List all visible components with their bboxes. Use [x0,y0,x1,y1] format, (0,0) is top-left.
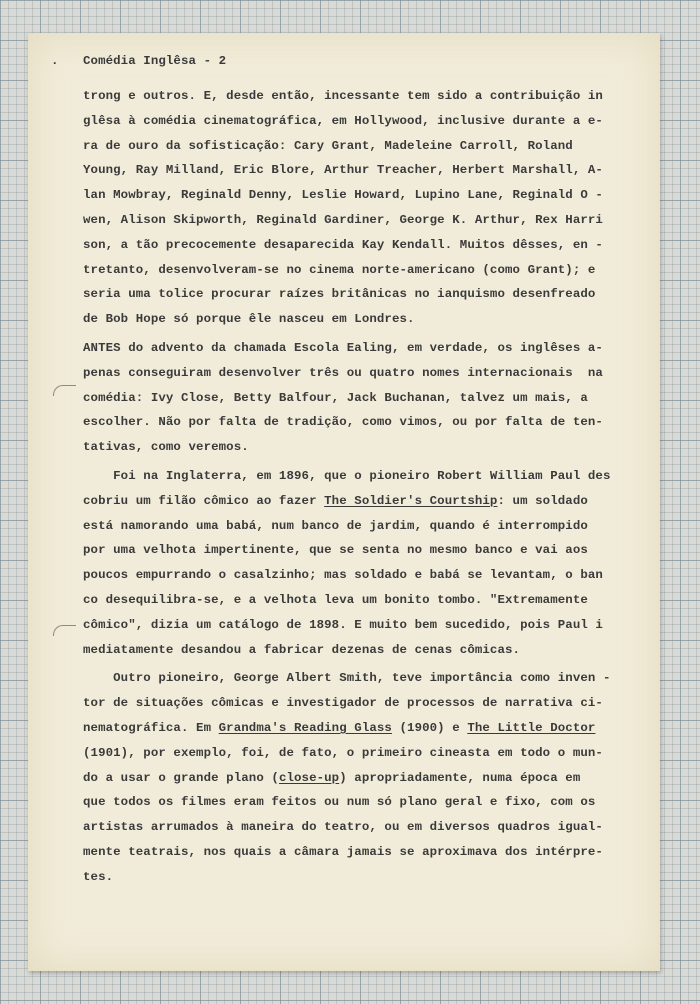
text-line: tor de situações cômicas e investigador de processos de narrativa ci- [83,696,603,711]
text-line: Foi na Inglaterra, em 1896, que o pioneiro Robert William Paul des [83,468,611,483]
text-line: artistas arrumados à maneira do teatro, ou em diversos quadros igual- [83,820,603,835]
underlined-title: close-up [278,770,340,785]
paragraph [83,666,628,889]
text-line: Young, Ray Milland, Eric Blore, Arthur Treacher, Herbert Marshall, A- [83,163,603,178]
text-line: son, a tão precocemente desaparecida Kay Kendall. Muitos dêsses, en - [83,237,603,252]
text-line: de Bob Hope só porque êle nasceu em Londres. [83,312,415,327]
margin-mark [53,385,76,396]
text-line: glêsa à comédia cinematográfica, em Hollywood, inclusive durante a e- [83,113,603,128]
text-line: escolher. Não por falta de tradição, como vimos, ou por falta de ten- [83,415,603,430]
text-line: trong e outros. E, desde então, incessante tem sido a contribuição in [83,89,603,103]
text-line: tativas, como veremos. [83,440,249,455]
text-line: nematográfica. Em Grandma's Reading Glass (1900) e The Little Doctor [83,720,596,735]
text-line: Outro pioneiro, George Albert Smith, teve importância como inven - [83,671,611,686]
text-line: mediatamente desandou a fabricar dezenas de cenas cômicas. [83,642,521,657]
underlined-title: Grandma's Reading Glass [218,720,392,735]
text-line: poucos empurrando o casalzinho; mas soldado e babá se levantam, o ban [83,568,603,583]
header-bullet: . [51,54,59,68]
text-line: ANTES do advento da chamada Escola Ealing, em verdade, os inglêses a- [83,340,603,355]
text-line: wen, Alison Skipworth, Reginald Gardiner, George K. Arthur, Rex Harri [83,212,603,227]
paragraph [83,336,628,460]
text-line: tretanto, desenvolveram-se no cinema norte-americano (como Grant); e [83,262,596,277]
page-text [51,51,628,890]
text-line: lan Mowbray, Reginald Denny, Leslie Howard, Lupino Lane, Reginald O - [83,188,603,203]
text-line: tes. [83,869,114,884]
text-line: está namorando uma babá, num banco de jardim, quando é interrompido [83,518,588,533]
page-header [51,51,628,84]
text-line: (1901), por exemplo, foi, de fato, o primeiro cineasta em todo o mun- [83,745,603,760]
text-line: comédia: Ivy Close, Betty Balfour, Jack Buchanan, talvez um mais, a [83,390,588,405]
paragraph [83,464,628,662]
margin-mark [53,625,76,636]
text-line: seria uma tolice procurar raízes britânicas no ianquismo desenfreado [83,287,596,302]
underlined-title: The Soldier's Courtship [324,493,498,508]
text-line: por uma velhota impertinente, que se senta no mesmo banco e vai aos [83,543,588,558]
text-line: que todos os filmes eram feitos ou num só plano geral e fixo, com os [83,795,596,810]
underlined-title: The Little Doctor [467,720,596,735]
document-page [28,33,660,971]
text-line: cômico", dizia um catálogo de 1898. E muito bem sucedido, pois Paul i [83,617,603,632]
text-line: penas conseguiram desenvolver três ou quatro nomes internacionais na [83,365,603,380]
paragraph [83,84,628,332]
text-line: ra de ouro da sofisticação: Cary Grant, Madeleine Carroll, Roland [83,138,573,153]
text-line: mente teatrais, nos quais a câmara jamais se aproximava dos intérpre- [83,844,603,859]
text-line: cobriu um filão cômico ao fazer The Soldier's Courtship: um soldado [83,493,588,508]
text-line: do a usar o grande plano (close-up) apropriadamente, numa época em [83,770,581,785]
body-text [83,84,628,890]
page-title: Comédia Inglêsa - 2 [83,54,227,68]
text-line: co desequilibra-se, e a velhota leva um bonito tombo. "Extremamente [83,592,588,607]
